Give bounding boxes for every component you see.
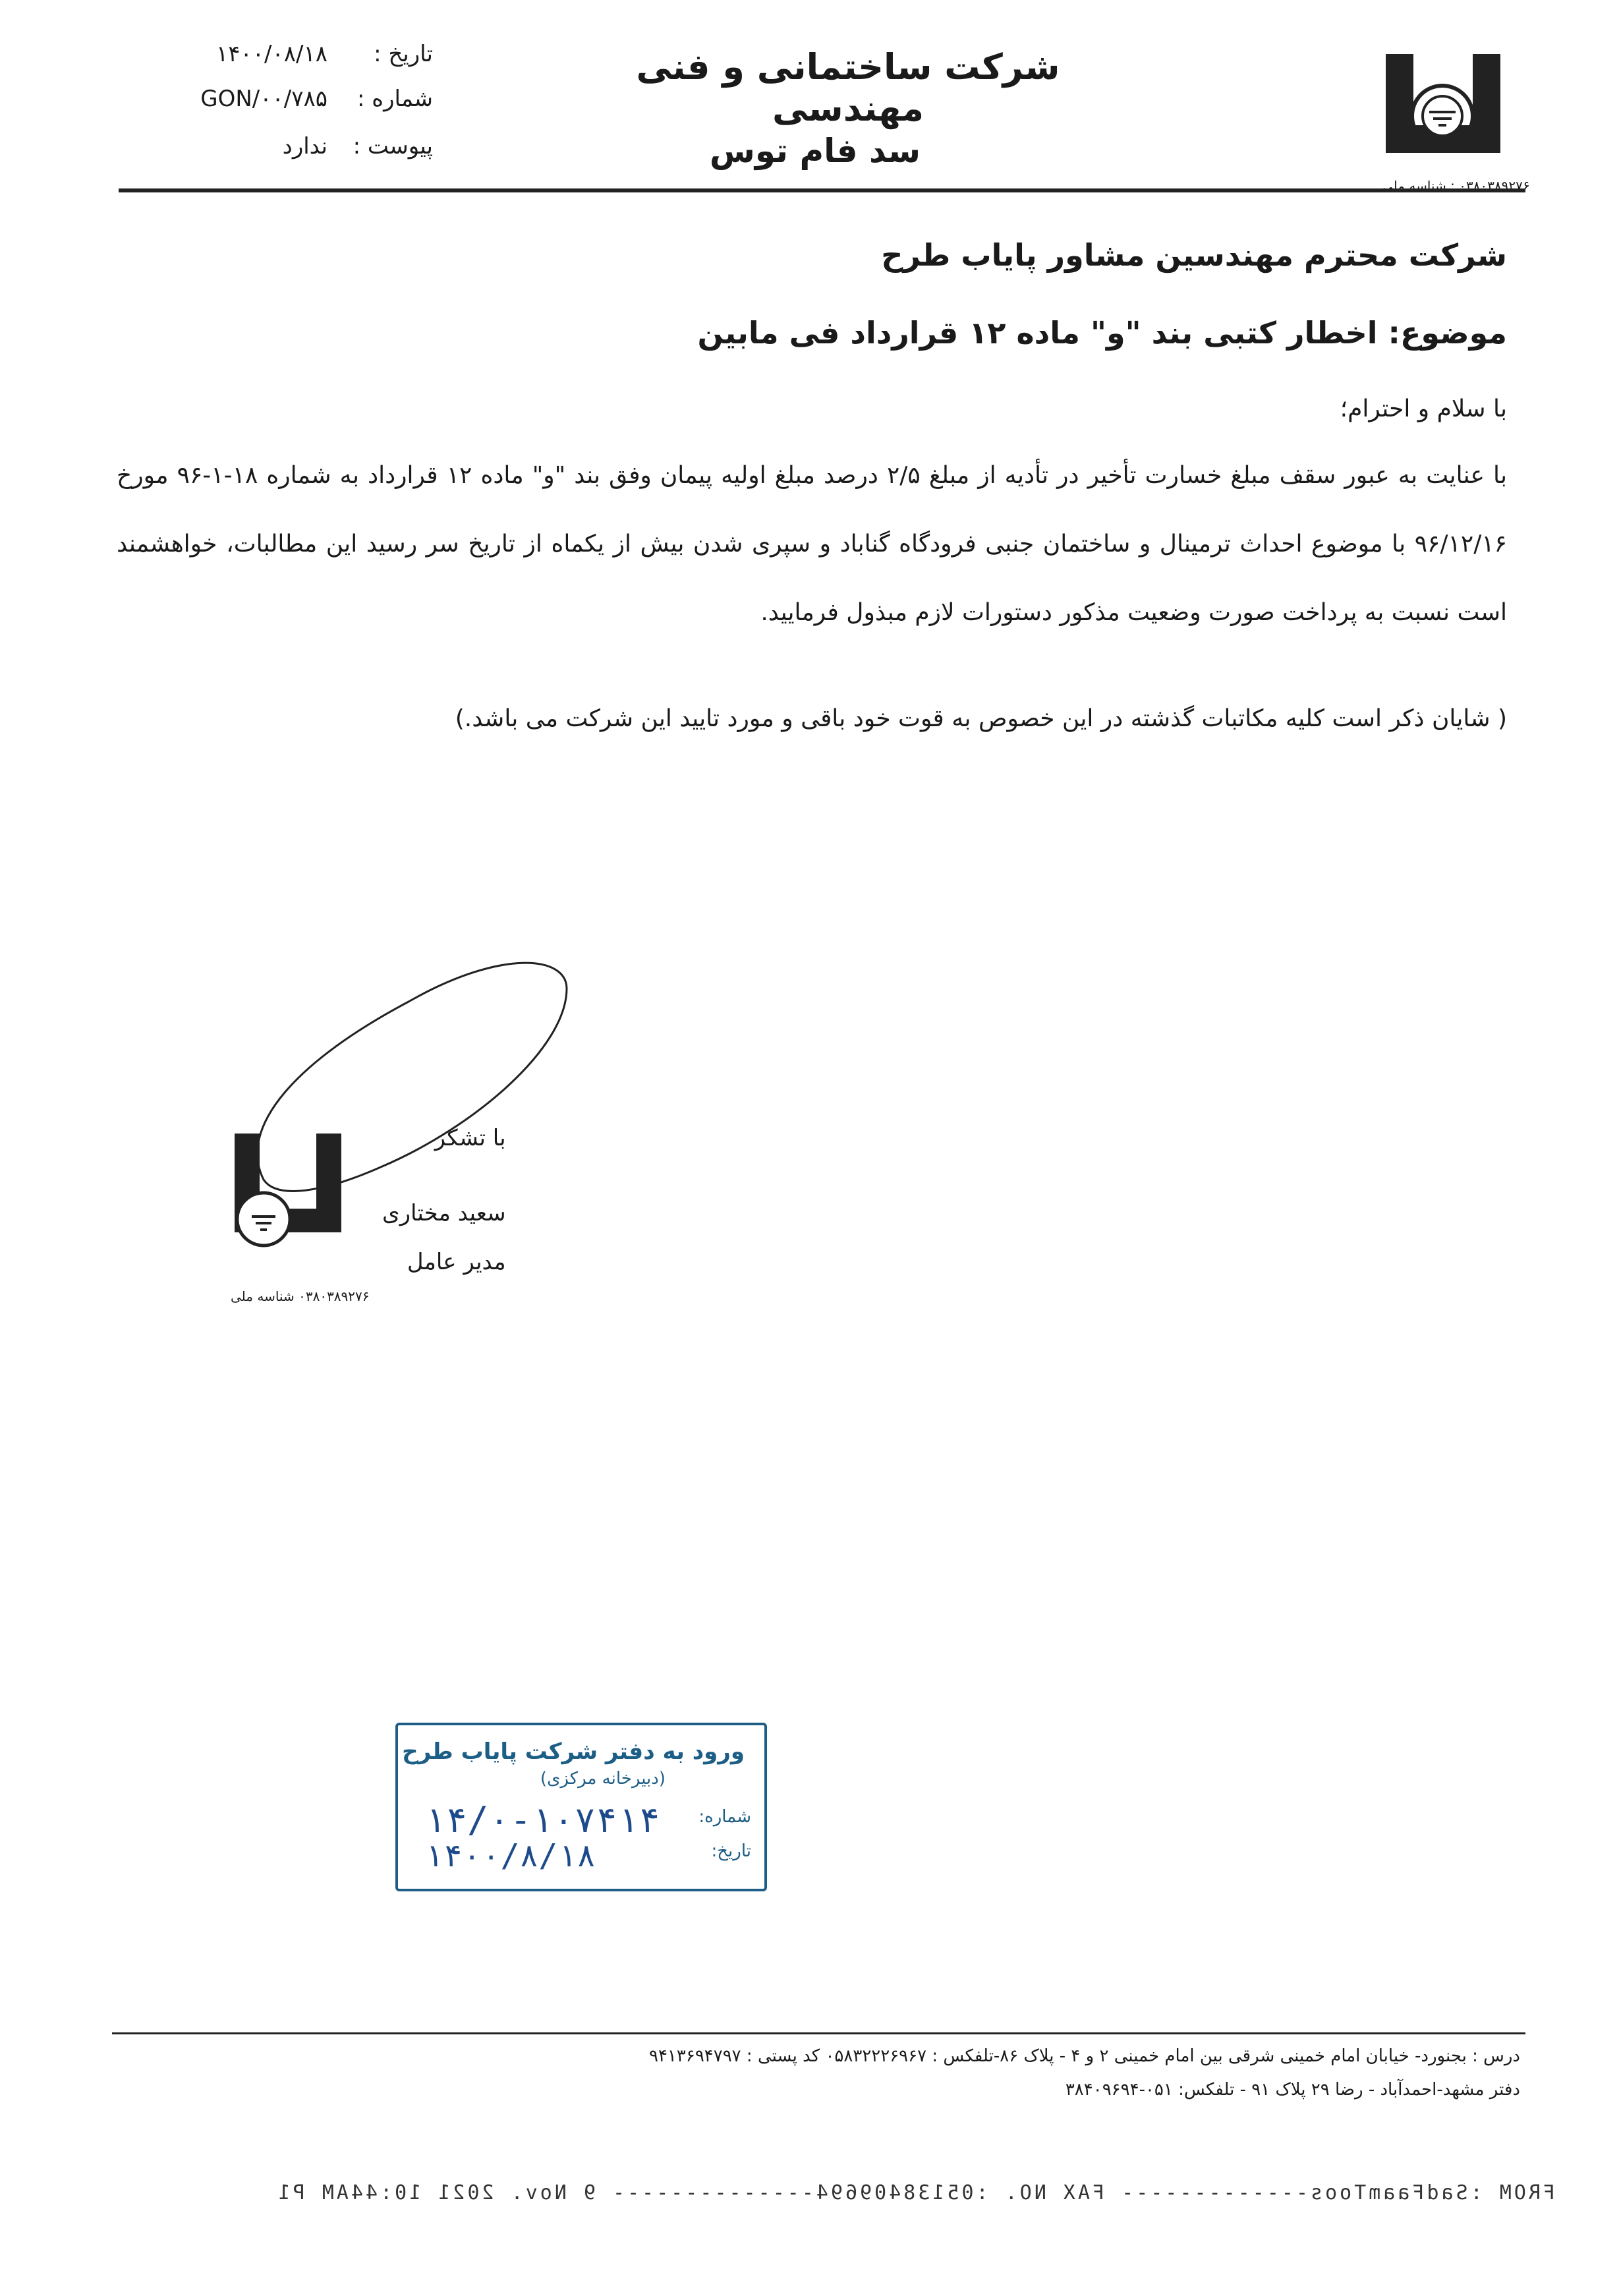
stamp-date-value: ۱۴۰۰/۸/۱۸: [424, 1837, 596, 1874]
meta-date: [0, 41, 1619, 74]
addressee: شرکت محترم مهندسین مشاور پایاب طرح: [881, 237, 1507, 273]
stamp-title: ورود به دفتر شرکت پایاب طرح: [402, 1738, 745, 1765]
meta-number-label: شماره :: [357, 86, 433, 112]
company-subtitle: سد فام توس: [709, 132, 921, 170]
closing-note: ( شایان ذکر است کلیه مکاتبات گذشته در این خصوص به قوت خود باقی و مورد تایید این شرکت می باشد.): [455, 705, 1507, 732]
stamp-number-label: شماره:: [698, 1807, 751, 1827]
footer-address-secondary: دفتر مشهد-احمدآباد - رضا ۲۹ پلاک ۹۱ - تلفکس: ۰۵۱-۳۸۴۰۹۶۹۴: [1065, 2080, 1520, 2100]
registration-id: ۰۳۸۰۳۸۹۲۷۶ : شناسه ملی: [1382, 178, 1530, 194]
stamp-subtitle: (دبیرخانه مرکزی): [540, 1769, 666, 1789]
logo-stamp-icon: [224, 1120, 369, 1272]
subject-line: موضوع: اخطار کتبی بند "و" ماده ۱۲ قرارداد فی مابین: [697, 315, 1507, 351]
meta-number-value: GON/۰۰/۷۸۵: [200, 86, 327, 112]
meta-attachment: [0, 133, 1619, 166]
company-title: شرکت ساختمانی و فنی مهندسی: [636, 46, 1060, 129]
signature-thanks: با تشکر: [434, 1125, 506, 1151]
footer-address-primary: درس : بجنورد- خیابان امام خمینی شرقی بین امام خمینی ۲ و ۴ - پلاک ۸۶-تلفکس : ۰۵۸۳۲۲۲۶۹۶۷ کد پستی : ۹۴۱۳۶۹۴۷۹۷: [649, 2046, 1520, 2066]
stamp-national-id: ۰۳۸۰۳۸۹۲۷۶ شناسه ملی: [231, 1288, 370, 1304]
header-divider: [119, 188, 1525, 192]
meta-attachment-value: ندارد: [282, 133, 327, 159]
received-stamp: [395, 1723, 767, 1891]
signer-title: مدیر عامل: [407, 1249, 506, 1275]
meta-date-label: تاریخ :: [374, 41, 433, 67]
body-paragraph: با عنایت به عبور سقف مبلغ خسارت تأخیر در تأدیه از مبلغ ۲/۵ درصد مبلغ اولیه پیمان وفق بند "و" ماده ۱۲ قرارداد به شماره ۱۸-۱-۹۶ مورخ ۹۶/۱۲/۱۶ با موضوع احداث ترمینال و ساختمان جنبی فرودگاه گناباد و سپری شدن بیش از یکماه از تاریخ سر رسید این مطالبات، خواهشمند است نسبت به پرداخت صورت وضعیت مذکور دستورات لازم مبذول فرمایید.: [117, 462, 1508, 626]
meta-attachment-label: پیوست :: [353, 133, 433, 159]
meta-number: [0, 86, 1619, 119]
greeting: با سلام و احترام؛: [1340, 395, 1507, 422]
signature-block: [382, 1114, 506, 1286]
fax-header-line: FROM :SadFaamToos------------- FAX NO. :05138409694-------------- 9 Nov. 2021 10:44AM P1: [275, 2181, 1555, 2204]
stamp-number-value: ۱۴/۰-۱۰۷۴۱۴: [424, 1799, 660, 1841]
signer-name: سعید مختاری: [382, 1200, 506, 1226]
footer-divider: [112, 2032, 1525, 2034]
stamp-date-label: تاریخ:: [711, 1841, 751, 1861]
meta-date-value: ۱۴۰۰/۰۸/۱۸: [215, 41, 327, 67]
